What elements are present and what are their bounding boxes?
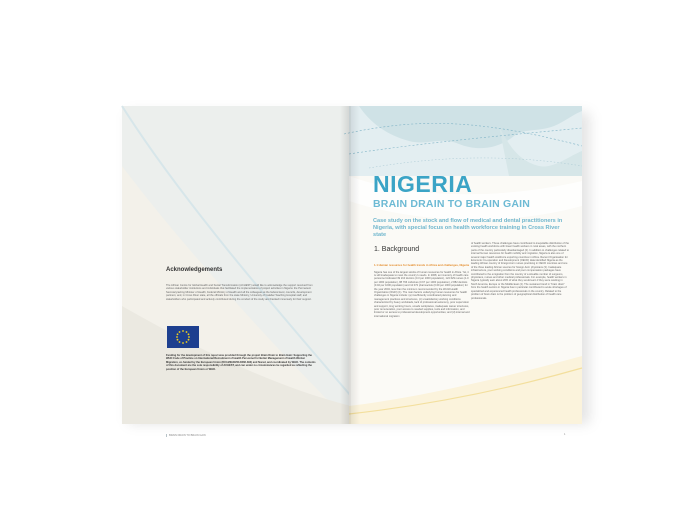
left-page (122, 106, 351, 437)
acknowledgements-heading: Acknowledgements (166, 267, 223, 273)
column-1-body: Nigeria has one of the largest stocks of human resources for health in Africa. Yet, it is still inadequate to meet the country's needs. In 2008, an inventory of health care personnel indicated 39 210 doctors (0.3 per 1000 population), 124 629 nurses (1.0 per 1000 population), 88 796 midwives (0.67 per 1000 population), 2 882 dentists (0.02 per 1000 population) and 12 072 pharmacists (0.09 per 1000 population) for the year 2004, less than the minimum recommended by the World Health Organization (WHO) (1). The main factors underlying human resources for health challenges in Nigeria include: (a) insufficiently coordinated planning and management practices and structures, (c) unsatisfactory working conditions characterized by heavy workloads, lack of professional autonomy, poor supervision and support, long working hours, unsafe workplaces, inadequate career structures, poor remuneration, poor access to needed supplies, tools and information, and limited or no access to professional development opportunities; and (d) internal and international migration (374, 270, 470, 318)
subsection-heading: 1.1 Human resources for health trends in Africa and challenges, Nigeria (374, 263, 470, 267)
case-study-description: Case study on the stock and flow of medical and dental practitioners in Nigeria, with special focus on health workforce training in Cross River state (373, 218, 563, 238)
book-gutter (340, 106, 360, 424)
eu-flag-icon (167, 326, 199, 348)
funding-statement: Funding for the development of this report was provided through the project Brain Drain to Brain Gain: Supporting the WHO Code of Practice on International Recruitment of Health Personnel for Better Management of Health Worker Migration, co-funded by the European Union (DCI-MIGR/2013/282-393) and Norad, and coordinated by WHO. The contents of this document are the sole responsibility of ACHEST, and can under no circumstances be regarded as reflecting the position of the European Union or WHO. (166, 354, 316, 371)
title-nigeria: NIGERIA (373, 171, 473, 197)
left-page-decoration (122, 106, 351, 424)
left-page-footer: BRAIN DRAIN TO BRAIN GAIN (166, 434, 206, 437)
section-heading-background: 1. Background (374, 246, 420, 253)
text-column-1 (374, 264, 470, 318)
right-page-number: 1 (564, 433, 566, 436)
right-page (349, 106, 582, 436)
acknowledgements-body: The African Centre for Global Health and Social Transformation (ACHEST) would like to acknowledge the support received from various stakeholder institutions and individuals that facilitated the implementation of project activities in Nigeria: the Permanent Secretary/acting Minister of Health, Federal Ministry of Health and all the colleagues at the federal level, councils, development partners; and, in Cross River state, all the officials from the state Ministry, University of Calabar Teaching Hospital staff, and stakeholders who participated and actively contributed during the conduct of the study are thanked immensely for their support. (166, 284, 313, 301)
text-column-2: of health workers. These challenges have contributed to inequitable distribution of the existing health workforce with fewer health workers in rural areas, with the northern parts of the country particularly disadvantaged (2). In addition to challenges related to internal human resources for health mobility and migration, Nigeria is also one of several major health workforce exporting countries in Africa. Recent Organisation for Economic Co-operation and Development (OECD) data identified Nigeria as the leading African country of foreign-born nurses practising in OECD countries and one of the three leading African sources for foreign-born physicians (3). Inadequate infrastructure, poor working conditions and poor compensation packages have contributed to the emigration from the country of a sizeable number of surgeons, physicians, nurses and other medical professionals. For example, health workers in Nigeria typically earn about 20% of what they would earn if they were working in North America, Europe or the Middle East (4). The sustained trend in "brain drain" from the health sectors in Nigeria has in particular contributed to acute shortages of specialized and experienced health professionals in the country. Related to the problem of brain drain is the problem of geographical distribution of health care professionals. (471, 242, 570, 300)
title-subtitle: BRAIN DRAIN TO BRAIN GAIN (373, 198, 531, 210)
